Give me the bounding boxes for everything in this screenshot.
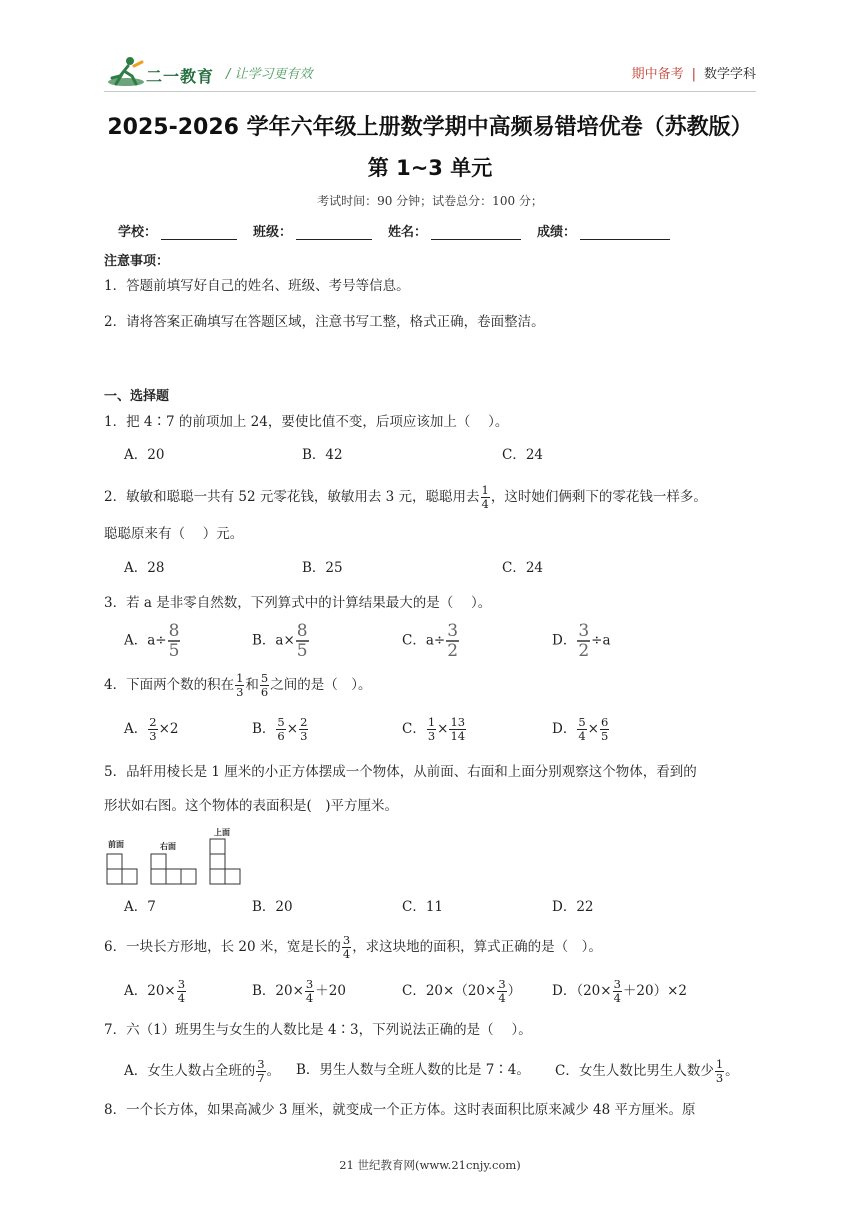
denominator: 4 bbox=[177, 991, 186, 1005]
option-a[interactable]: A．7 bbox=[124, 899, 156, 915]
option-tail: ×2 bbox=[158, 721, 179, 737]
option-d[interactable] bbox=[552, 622, 611, 660]
section-heading: 一、选择题 bbox=[104, 389, 170, 404]
option-a[interactable] bbox=[124, 978, 187, 1005]
numerator: 3 bbox=[578, 621, 590, 641]
blank-line[interactable] bbox=[296, 225, 372, 240]
option-d[interactable] bbox=[552, 978, 687, 1005]
question-text: ，求这块地的面积，算式正确的是（ ）。 bbox=[352, 939, 602, 955]
field-class[interactable] bbox=[253, 221, 372, 240]
option-c[interactable] bbox=[402, 978, 521, 1005]
view-label-front: 前面 bbox=[108, 840, 124, 849]
footer: 21 世纪教育网(www.21cnjy.com) bbox=[339, 1158, 521, 1172]
fraction bbox=[577, 716, 586, 743]
times-sign: × bbox=[286, 721, 299, 737]
numerator: 8 bbox=[296, 621, 308, 641]
numerator: 3 bbox=[177, 977, 186, 991]
question-text: 6．一块长方形地，长 20 米，宽是长的 bbox=[104, 939, 341, 955]
denominator: 2 bbox=[578, 641, 590, 661]
question-8: 8．一个长方体，如果高减少 3 厘米，就变成一个正方体。这时表面积比原来减少 48 平方厘米。原 bbox=[104, 1102, 696, 1118]
fraction bbox=[299, 716, 308, 743]
field-label: 成绩： bbox=[537, 225, 577, 240]
option-c[interactable]: C．11 bbox=[402, 899, 444, 915]
numerator: 1 bbox=[481, 483, 489, 497]
blank-line[interactable] bbox=[161, 225, 237, 240]
student-info-fields bbox=[118, 221, 686, 240]
page-subtitle: 第 1~3 单元 bbox=[367, 156, 493, 180]
denominator: 5 bbox=[296, 641, 308, 661]
slogan: / 让学习更有效 bbox=[226, 67, 313, 82]
option-a[interactable]: A．20 bbox=[124, 447, 165, 463]
three-views-figure bbox=[104, 826, 244, 886]
numerator: 1 bbox=[236, 671, 244, 685]
option-label: C．女生人数比男生人数少 bbox=[555, 1063, 714, 1079]
fraction bbox=[296, 622, 309, 660]
fraction bbox=[449, 716, 466, 743]
denominator: 6 bbox=[260, 685, 269, 699]
denominator: 5 bbox=[600, 729, 609, 743]
denominator: 3 bbox=[300, 729, 308, 743]
fraction bbox=[305, 978, 314, 1005]
option-b[interactable]: B．20 bbox=[252, 899, 293, 915]
option-tail: 。 bbox=[725, 1063, 739, 1079]
denominator: 3 bbox=[427, 729, 436, 743]
option-a[interactable] bbox=[124, 622, 181, 660]
numerator: 3 bbox=[342, 933, 351, 947]
header-subject: 数学学科 bbox=[703, 67, 756, 82]
question-5-line2: 形状如右图。这个物体的表面积是( )平方厘米。 bbox=[104, 798, 399, 814]
option-b[interactable]: B．42 bbox=[302, 447, 343, 463]
page-title: 2025-2026 学年六年级上册数学期中高频易错培优卷（苏教版） bbox=[107, 115, 753, 140]
denominator: 4 bbox=[578, 729, 586, 743]
numerator: 1 bbox=[427, 715, 436, 729]
numerator: 13 bbox=[450, 715, 466, 729]
denominator: 3 bbox=[715, 1071, 724, 1085]
denominator: 6 bbox=[277, 729, 285, 743]
question-text: 4．下面两个数的积在 bbox=[104, 677, 235, 693]
fraction bbox=[600, 716, 609, 743]
option-label: D． bbox=[552, 721, 577, 737]
question-3: 3．若 a 是非零自然数，下列算式中的计算结果最大的是（ ）。 bbox=[104, 595, 492, 611]
numerator: 5 bbox=[260, 671, 269, 685]
times-sign: × bbox=[587, 721, 599, 737]
view-label-top: 上面 bbox=[214, 828, 230, 837]
option-c[interactable]: C．24 bbox=[502, 560, 544, 576]
denominator: 4 bbox=[305, 991, 314, 1005]
fraction bbox=[497, 978, 506, 1005]
option-b[interactable] bbox=[252, 622, 310, 660]
numerator: 6 bbox=[600, 715, 609, 729]
option-b[interactable] bbox=[252, 978, 346, 1005]
times-sign: × bbox=[437, 721, 449, 737]
numerator: 8 bbox=[168, 621, 180, 641]
header-exam-type: 期中备考 bbox=[631, 67, 684, 82]
question-text: 和 bbox=[245, 677, 259, 693]
view-label-right: 右面 bbox=[160, 842, 176, 851]
option-tail: 。 bbox=[266, 1063, 281, 1079]
field-score[interactable] bbox=[537, 221, 670, 240]
fraction bbox=[148, 716, 157, 743]
denominator: 3 bbox=[236, 685, 244, 699]
field-name[interactable] bbox=[388, 221, 521, 240]
option-d[interactable]: D．22 bbox=[552, 899, 594, 915]
numerator: 5 bbox=[277, 715, 285, 729]
numerator: 5 bbox=[578, 715, 586, 729]
option-tail: ） bbox=[507, 983, 522, 999]
numerator: 3 bbox=[305, 977, 314, 991]
notice-item: 1．答题前填写好自己的姓名、班级、考号等信息。 bbox=[104, 278, 410, 294]
fraction bbox=[427, 716, 436, 743]
fraction bbox=[577, 622, 590, 660]
field-school[interactable] bbox=[118, 221, 237, 240]
option-label: A． bbox=[124, 721, 148, 737]
option-b[interactable]: B．男生人数与全班人数的比是 7∶4。 bbox=[296, 1062, 530, 1078]
header-separator: | bbox=[691, 67, 696, 82]
denominator: 4 bbox=[613, 991, 621, 1005]
option-b[interactable] bbox=[252, 716, 309, 743]
option-d[interactable] bbox=[552, 716, 610, 743]
header-right bbox=[632, 63, 756, 82]
option-a[interactable] bbox=[124, 716, 178, 743]
field-label: 学校： bbox=[118, 225, 158, 240]
fraction bbox=[342, 934, 351, 961]
question-4 bbox=[104, 672, 372, 699]
question-2-line2: 聪聪原来有（ ）元。 bbox=[104, 526, 244, 542]
option-c[interactable] bbox=[555, 1058, 739, 1085]
option-label: B．20× bbox=[252, 983, 304, 999]
question-5: 5．品轩用棱长是 1 厘米的小正方体摆成一个物体，从前面、右面和上面分别观察这个物体，看到的 bbox=[104, 764, 697, 780]
numerator: 3 bbox=[613, 977, 621, 991]
fraction bbox=[168, 622, 181, 660]
option-label: D． bbox=[552, 632, 577, 649]
numerator: 2 bbox=[300, 715, 308, 729]
fraction bbox=[276, 716, 285, 743]
question-text: 2．敏敏和聪聪一共有 52 元零花钱，敏敏用去 3 元，聪聪用去 bbox=[104, 489, 480, 505]
fraction bbox=[256, 1058, 265, 1085]
question-2 bbox=[104, 484, 707, 511]
option-label: A．a÷ bbox=[124, 632, 167, 649]
option-label: C． bbox=[402, 721, 426, 737]
fraction bbox=[177, 978, 186, 1005]
option-tail: ÷a bbox=[591, 632, 611, 649]
option-label: B．a× bbox=[252, 632, 295, 649]
option-tail: ＋20 bbox=[315, 983, 346, 999]
fraction bbox=[235, 672, 244, 699]
question-7: 7．六（1）班男生与女生的人数比是 4∶3，下列说法正确的是（ ）。 bbox=[104, 1022, 532, 1038]
fraction bbox=[446, 622, 459, 660]
question-6 bbox=[104, 934, 602, 961]
numerator: 3 bbox=[447, 621, 459, 641]
option-label: C．20×（20× bbox=[402, 983, 497, 999]
denominator: 3 bbox=[149, 729, 157, 743]
option-a[interactable]: A．28 bbox=[124, 560, 165, 576]
field-label: 班级： bbox=[253, 225, 293, 240]
header-divider bbox=[104, 91, 756, 92]
option-c[interactable] bbox=[402, 622, 460, 660]
views-grid-icon bbox=[104, 826, 244, 886]
denominator: 4 bbox=[498, 991, 506, 1005]
fraction bbox=[715, 1058, 724, 1085]
option-b[interactable]: B．25 bbox=[302, 560, 343, 576]
denominator: 4 bbox=[481, 497, 489, 511]
option-label: D．（20× bbox=[552, 983, 612, 999]
notice-item: 2．请将答案正确填写在答题区域，注意书写工整，格式正确，卷面整洁。 bbox=[104, 314, 545, 330]
option-a[interactable] bbox=[124, 1058, 280, 1085]
numerator: 3 bbox=[498, 977, 506, 991]
option-tail: ＋20）×2 bbox=[622, 983, 687, 999]
denominator: 5 bbox=[168, 641, 180, 661]
denominator: 7 bbox=[257, 1071, 265, 1085]
option-c[interactable]: C．24 bbox=[502, 447, 544, 463]
denominator: 14 bbox=[450, 729, 466, 743]
denominator: 4 bbox=[342, 947, 351, 961]
numerator: 3 bbox=[257, 1057, 265, 1071]
fraction bbox=[613, 978, 622, 1005]
option-label: C．a÷ bbox=[402, 632, 446, 649]
question-text: 之间的是（ ）。 bbox=[270, 677, 372, 693]
blank-line[interactable] bbox=[580, 225, 670, 240]
option-label: A．女生人数占全班的 bbox=[124, 1063, 256, 1079]
option-c[interactable] bbox=[402, 716, 467, 743]
numerator: 2 bbox=[149, 715, 157, 729]
option-label: B． bbox=[252, 721, 276, 737]
option-label: A．20× bbox=[124, 983, 176, 999]
logo-text: 二一教育 bbox=[146, 67, 215, 86]
fraction bbox=[260, 672, 269, 699]
blank-line[interactable] bbox=[431, 225, 521, 240]
fraction bbox=[481, 484, 490, 511]
notice-heading: 注意事项： bbox=[104, 254, 170, 269]
field-label: 姓名： bbox=[388, 225, 428, 240]
numerator: 1 bbox=[715, 1057, 724, 1071]
exam-info: 考试时间：90 分钟；试卷总分：100 分； bbox=[317, 194, 543, 208]
question-text: ，这时她们俩剩下的零花钱一样多。 bbox=[490, 489, 707, 505]
denominator: 2 bbox=[447, 641, 459, 661]
question-1: 1．把 4∶7 的前项加上 24，要使比值不变，后项应该加上（ ）。 bbox=[104, 414, 509, 430]
